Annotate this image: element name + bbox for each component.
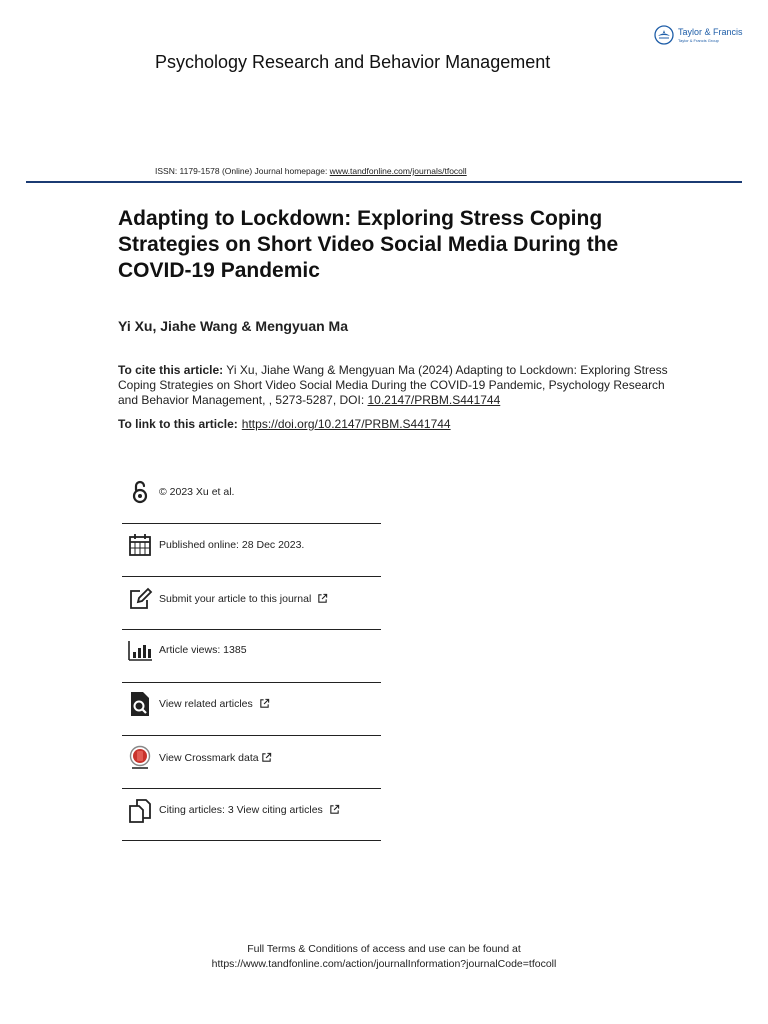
issn-line xyxy=(155,166,467,176)
issn-text: ISSN: 1179-1578 (Online) Journal homepage: xyxy=(155,166,330,176)
header-divider xyxy=(26,181,742,183)
external-link-icon xyxy=(317,593,328,604)
citation-doi-link[interactable]: 10.2147/PRBM.S441744 xyxy=(367,393,501,407)
taylor-francis-logo-icon xyxy=(654,25,674,45)
footer xyxy=(0,942,768,972)
related-search-icon xyxy=(126,690,154,718)
publisher-name: Taylor & Francis xyxy=(678,26,743,37)
crossmark-icon xyxy=(126,744,154,772)
citation-block xyxy=(118,363,678,408)
external-link-icon xyxy=(259,698,270,709)
journal-homepage-link[interactable]: www.tandfonline.com/journals/tfocoll xyxy=(329,166,467,176)
footer-terms-text: Full Terms & Conditions of access and use can be found at xyxy=(247,943,521,955)
info-row-copyright xyxy=(122,465,380,518)
edit-icon xyxy=(126,585,154,613)
article-doi-link[interactable]: https://doi.org/10.2147/PRBM.S441744 xyxy=(241,417,451,431)
article-link-block xyxy=(118,417,678,431)
citing-articles-link[interactable]: Citing articles: 3 View citing articles xyxy=(159,803,323,816)
external-link-icon xyxy=(261,752,272,763)
info-row-crossmark[interactable] xyxy=(122,731,380,784)
info-row-published xyxy=(122,518,380,571)
journal-title: Psychology Research and Behavior Management xyxy=(155,52,551,72)
bar-chart-icon xyxy=(126,636,154,664)
info-row-related[interactable] xyxy=(122,677,380,730)
article-authors: Yi Xu, Jiahe Wang & Mengyuan Ma xyxy=(118,318,348,334)
published-date-text: Published online: 28 Dec 2023. xyxy=(159,538,305,551)
article-link-label: To link to this article: xyxy=(118,417,238,431)
copyright-text: © 2023 Xu et al. xyxy=(159,485,235,498)
open-access-icon xyxy=(126,478,154,506)
crossmark-link[interactable]: View Crossmark data xyxy=(159,751,259,764)
submit-article-link[interactable]: Submit your article to this journal xyxy=(159,592,312,605)
info-divider xyxy=(122,840,381,841)
article-views-text: Article views: 1385 xyxy=(159,643,247,656)
info-row-citing[interactable] xyxy=(122,783,380,836)
info-row-submit[interactable] xyxy=(122,572,380,625)
citing-icon xyxy=(126,796,154,824)
related-articles-link[interactable]: View related articles xyxy=(159,697,253,710)
publisher-group: Taylor & Francis Group xyxy=(678,37,719,43)
footer-terms-link[interactable]: https://www.tandfonline.com/action/journalInformation?journalCode=tfocoll xyxy=(211,958,557,970)
calendar-icon xyxy=(126,531,154,559)
info-row-views xyxy=(122,623,380,676)
citation-text: Yi Xu, Jiahe Wang & Mengyuan Ma (2024) Adapting to Lockdown: Exploring Stress Coping Strategies on Short Video Social Media During the COVID-19 Pandemic, Psychology Research and Behavior Management, , 5273-5287, DOI: xyxy=(118,363,668,407)
publisher-logo[interactable] xyxy=(654,22,750,48)
citation-label: To cite this article: xyxy=(118,363,224,377)
article-title: Adapting to Lockdown: Exploring Stress Coping Strategies on Short Video Social Media During the COVID-19 Pandemic xyxy=(118,207,619,282)
external-link-icon xyxy=(329,804,340,815)
